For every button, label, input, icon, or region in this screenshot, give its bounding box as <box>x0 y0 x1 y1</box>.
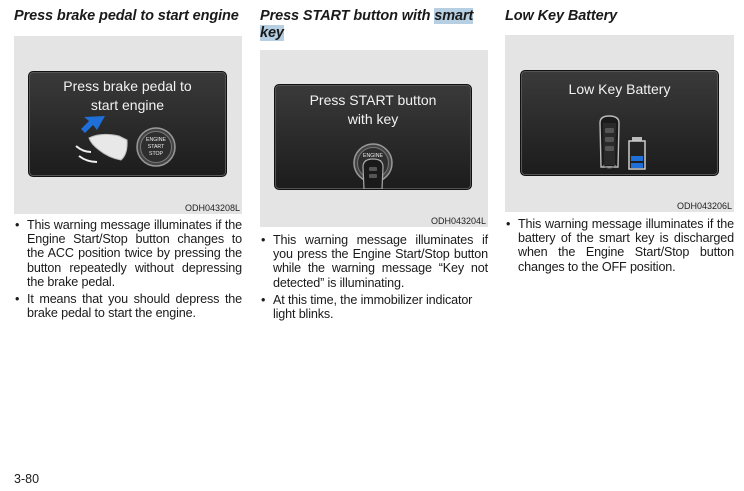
column-brake-pedal <box>14 0 242 323</box>
figure-code: ODH043204L <box>430 216 486 226</box>
column-low-key-battery <box>505 0 734 277</box>
button-text-1: ENGINE <box>363 153 383 159</box>
bullet-list <box>260 233 488 321</box>
button-text-3: STOP <box>148 151 164 157</box>
start-button-illustration <box>275 85 471 189</box>
bullet-item: • It means that you should depress the brake pedal to start the engine. <box>14 292 242 320</box>
figure-code: ODH043208L <box>184 203 240 213</box>
button-text-1: ENGINE <box>146 137 166 143</box>
page-number: 3-80 <box>14 472 40 486</box>
figure-panel <box>505 35 734 212</box>
cluster-display <box>274 84 472 190</box>
brake-pedal-illustration <box>29 72 226 176</box>
figure-panel <box>14 36 242 214</box>
bullet-item: • This warning message illuminates if you press the Engine Start/Stop button while the warning message “Key not detected” is illuminating. <box>260 233 488 290</box>
button-text-2: START <box>147 144 165 150</box>
section-title <box>260 8 488 42</box>
display-line-1: Low Key Battery <box>568 81 671 97</box>
smart-key-icon <box>600 116 619 168</box>
low-battery-illustration <box>521 71 718 175</box>
smart-key-icon <box>363 159 383 189</box>
bullet-item: • This warning message illuminates if the Engine Start/Stop button changes to the ACC position twice by pressing the button repeatedly without depressing the brake pedal. <box>14 218 242 289</box>
brake-pedal-icon <box>76 134 127 162</box>
bullet-list <box>505 217 734 274</box>
bullet-item: • At this time, the immobilizer indicator light blinks. <box>260 293 488 321</box>
figure-code: ODH043206L <box>676 201 732 211</box>
display-line-1: Press START button <box>309 92 437 108</box>
blue-arrow-icon <box>81 116 105 133</box>
section-title: Low Key Battery <box>505 8 618 24</box>
display-line-2: with key <box>347 111 399 127</box>
cluster-display <box>28 71 227 177</box>
display-line-2: start engine <box>90 97 165 113</box>
title-highlight: key <box>260 25 284 41</box>
column-start-button <box>260 0 488 324</box>
engine-start-stop-button-icon <box>137 128 175 166</box>
title-highlight: smart <box>434 8 474 24</box>
cluster-display <box>520 70 719 176</box>
bullet-item: • This warning message illuminates if the battery of the smart key is discharged when the Engine Start/Stop button changes to the OFF position. <box>505 217 734 274</box>
bullet-list <box>14 218 242 320</box>
section-title: Press brake pedal to start engine <box>14 8 239 24</box>
title-text: Press START button with <box>260 8 435 24</box>
battery-level-icon <box>629 137 645 169</box>
display-line-1: Press brake pedal to <box>63 78 192 94</box>
figure-panel <box>260 50 488 227</box>
